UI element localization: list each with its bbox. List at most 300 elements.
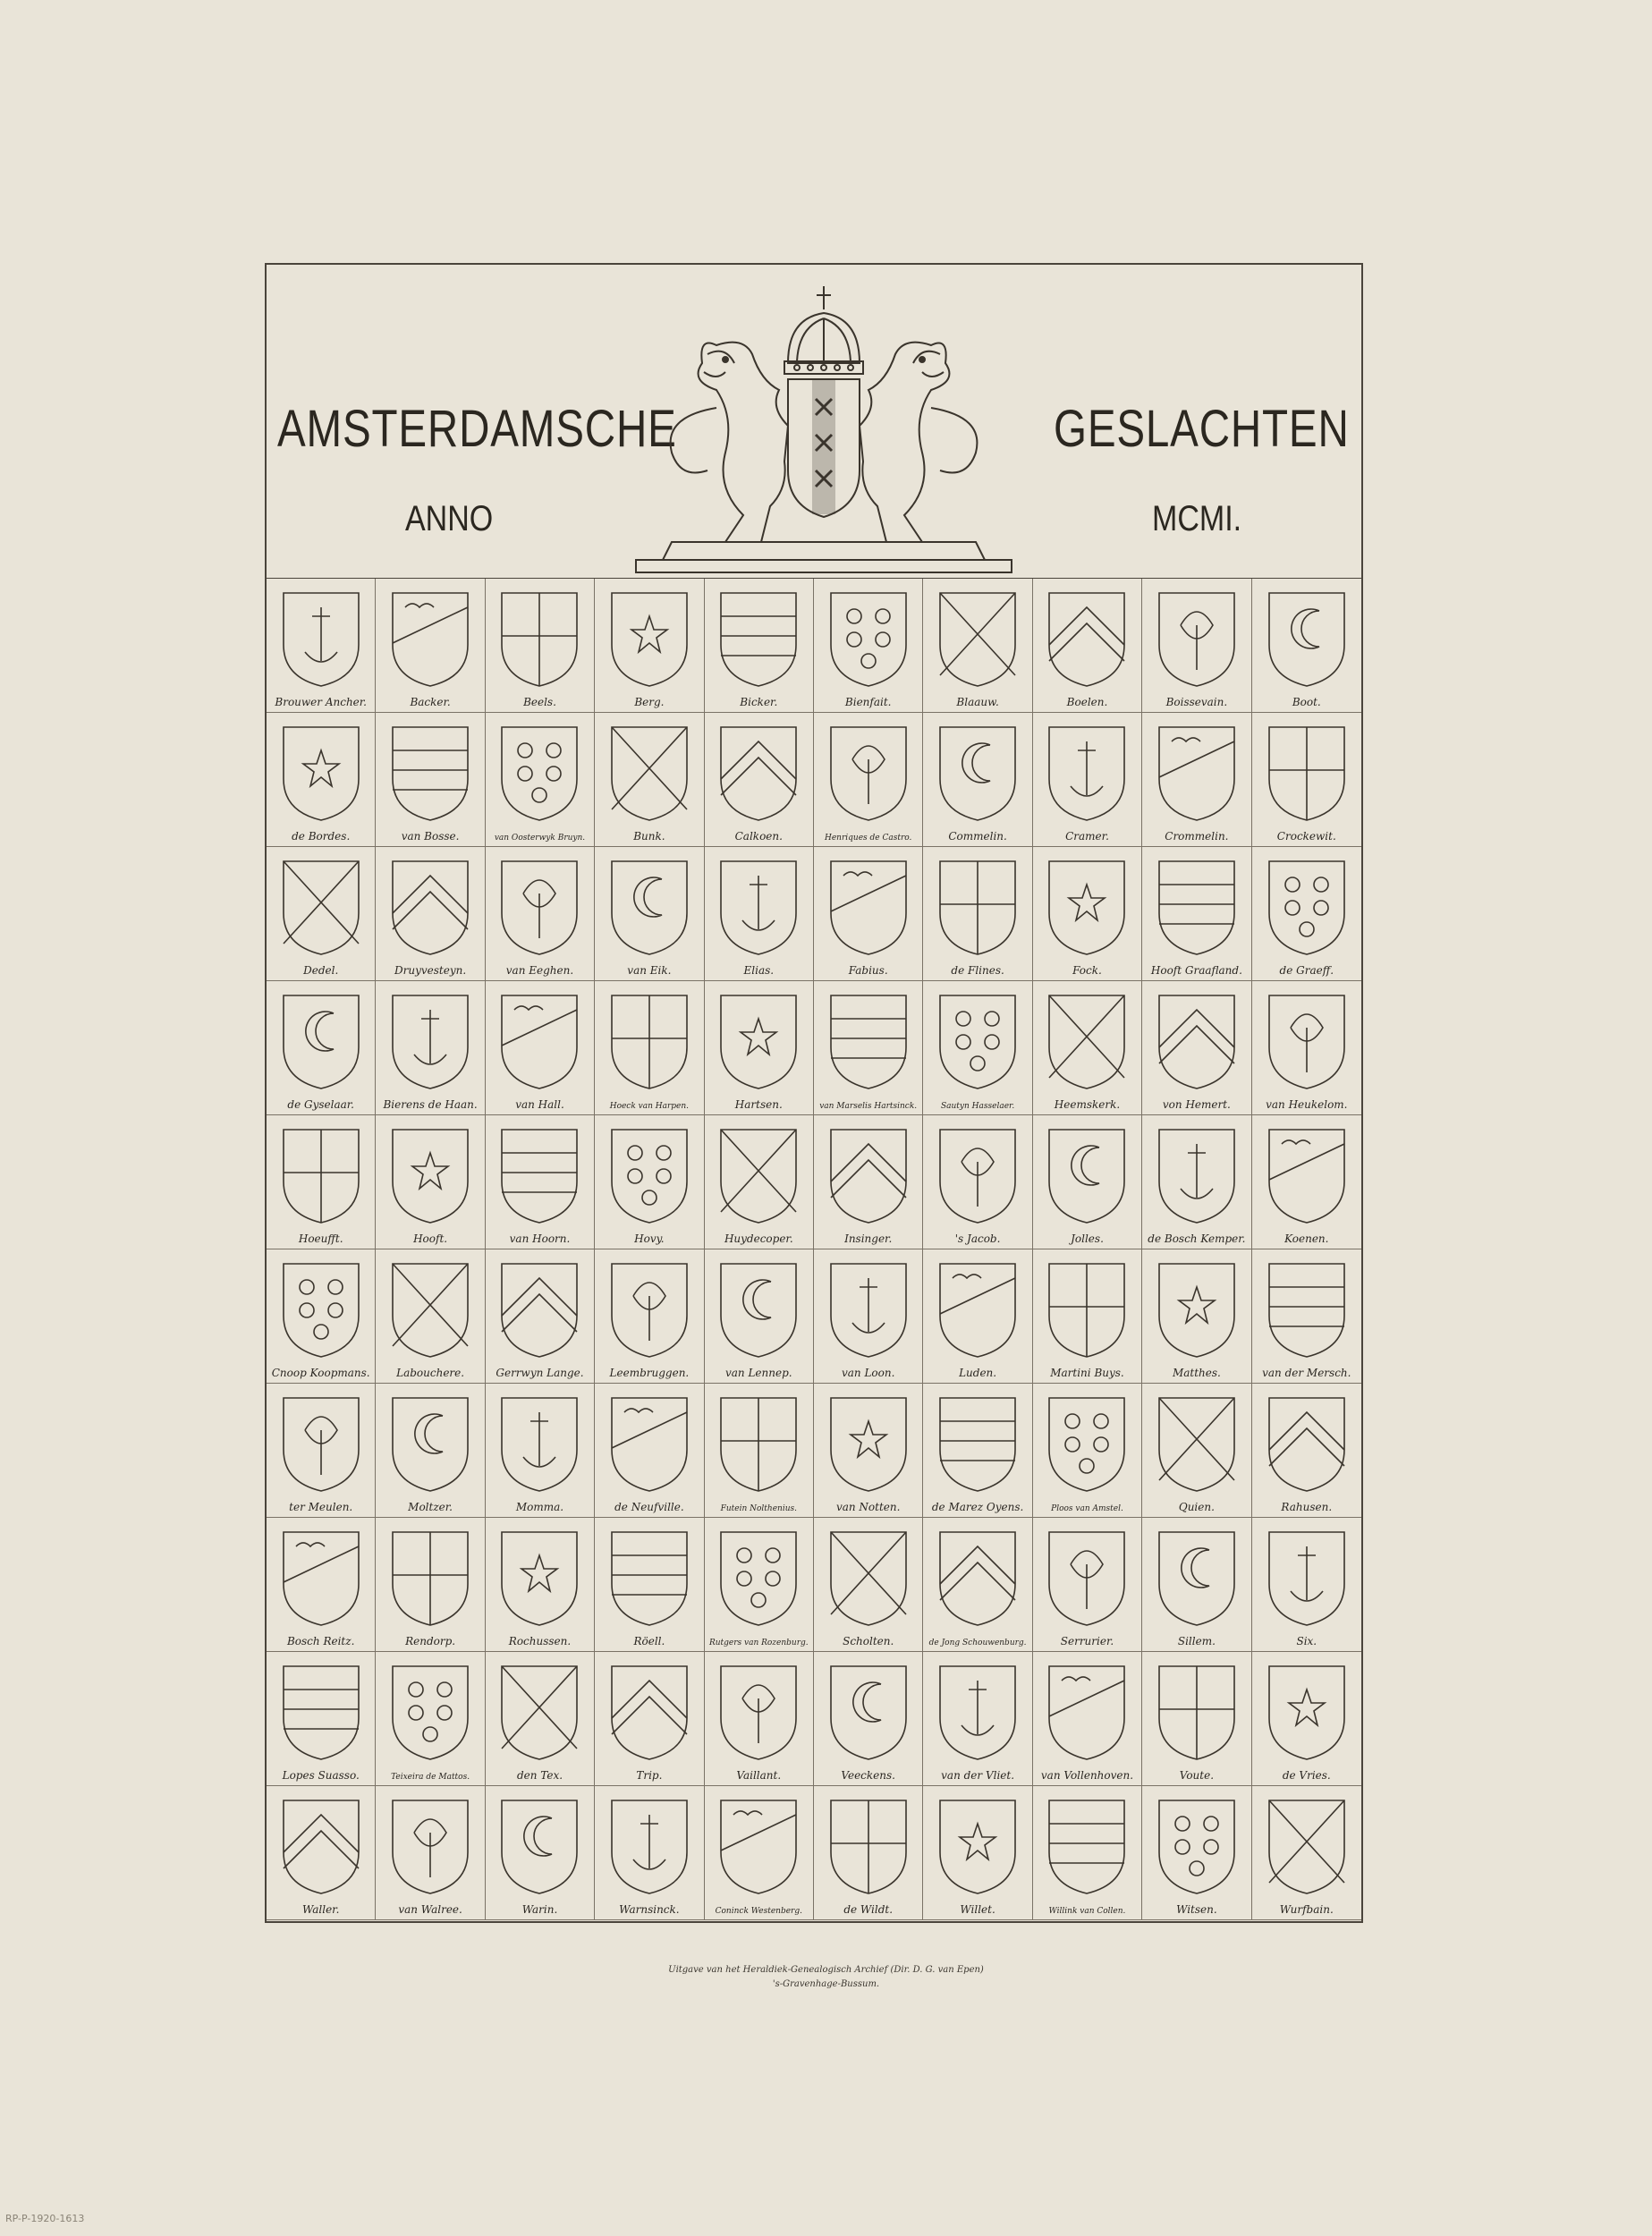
heraldic-shield-icon: [496, 1394, 582, 1495]
coat-of-arms-cell: [376, 1115, 485, 1249]
family-name-label: Hooft Graafland.: [1150, 964, 1242, 977]
heraldic-shield-icon: [716, 724, 801, 824]
family-name-label: Matthes.: [1172, 1367, 1221, 1379]
heraldic-shield-icon: [1264, 1663, 1350, 1763]
family-name-label: Bosch Reitz.: [286, 1635, 355, 1647]
coat-of-arms-cell: [923, 1786, 1032, 1920]
heraldic-shield-icon: [935, 1260, 1021, 1360]
heraldic-shield-icon: [496, 1529, 582, 1629]
heraldic-shield-icon: [826, 858, 911, 958]
coat-of-arms-cell: [267, 981, 376, 1115]
coat-of-arms-cell: [814, 1115, 923, 1249]
family-name-label: van Oosterwyk Bruyn.: [494, 834, 586, 843]
family-name-label: Momma.: [515, 1501, 564, 1513]
coat-of-arms-cell: [595, 1249, 704, 1384]
family-name-label: van der Mersch.: [1262, 1367, 1351, 1379]
family-name-label: van Hoorn.: [509, 1232, 571, 1245]
coat-of-arms-cell: [923, 1652, 1032, 1786]
heraldic-shield-icon: [826, 589, 911, 690]
family-name-label: Bierens de Haan.: [383, 1098, 478, 1111]
heraldic-shield-icon: [1154, 589, 1240, 690]
heraldic-shield-icon: [387, 1529, 473, 1629]
family-name-label: Veeckens.: [841, 1769, 895, 1782]
coat-of-arms-cell: [705, 981, 814, 1115]
heraldic-shield-icon: [826, 1529, 911, 1629]
family-name-label: Willink van Collen.: [1048, 1907, 1126, 1916]
heraldic-shield-icon: [387, 1260, 473, 1360]
family-name-label: de Neufville.: [614, 1501, 684, 1513]
family-name-label: ter Meulen.: [289, 1501, 353, 1513]
family-name-label: van Hall.: [515, 1098, 564, 1111]
coat-of-arms-cell: [486, 981, 595, 1115]
family-name-label: Berg.: [634, 696, 665, 708]
family-name-label: de Marez Oyens.: [931, 1501, 1024, 1513]
heraldic-shield-icon: [278, 1797, 364, 1897]
family-name-label: den Tex.: [516, 1769, 563, 1782]
heraldic-shield-icon: [496, 858, 582, 958]
family-name-label: Gerrwyn Lange.: [496, 1367, 584, 1379]
heraldic-shield-icon: [606, 1797, 692, 1897]
year-label: MCMI.: [1152, 499, 1242, 538]
coat-of-arms-cell: [1142, 1115, 1251, 1249]
heraldic-shield-icon: [387, 992, 473, 1092]
coat-of-arms-cell: [595, 1518, 704, 1652]
heraldic-shield-icon: [278, 1260, 364, 1360]
coat-of-arms-cell: [1033, 981, 1142, 1115]
coat-of-arms-cell: [705, 847, 814, 981]
coat-of-arms-cell: [486, 1115, 595, 1249]
coat-of-arms-cell: [486, 1652, 595, 1786]
heraldic-shield-icon: [716, 1663, 801, 1763]
heraldic-shield-icon: [1044, 589, 1130, 690]
heraldic-shield-icon: [387, 724, 473, 824]
family-name-label: Boissevain.: [1165, 696, 1228, 708]
heraldic-shield-icon: [1154, 1529, 1240, 1629]
family-name-label: Scholten.: [843, 1635, 894, 1647]
heraldic-shield-icon: [278, 1394, 364, 1495]
coat-of-arms-cell: [595, 1384, 704, 1518]
family-name-label: Crockewit.: [1276, 830, 1336, 843]
coat-of-arms-cell: [923, 1249, 1032, 1384]
heraldic-shield-icon: [716, 1394, 801, 1495]
heraldic-shield-icon: [826, 1394, 911, 1495]
publisher-place: 's-Gravenhage-Bussum.: [772, 1979, 880, 1989]
heraldic-shield-icon: [716, 1126, 801, 1226]
heraldic-shield-icon: [716, 1260, 801, 1360]
coat-of-arms-cell: [1252, 847, 1361, 981]
family-name-label: Bicker.: [740, 696, 778, 708]
heraldic-shield-icon: [1264, 1394, 1350, 1495]
coat-of-arms-cell: [595, 847, 704, 981]
heraldic-shield-icon: [278, 1126, 364, 1226]
heraldic-shield-icon: [1044, 992, 1130, 1092]
heraldic-shield-icon: [606, 1260, 692, 1360]
coat-of-arms-cell: [376, 1518, 485, 1652]
family-name-label: Bienfait.: [844, 696, 892, 708]
coat-of-arms-cell: [267, 1518, 376, 1652]
coat-of-arms-cell: [1142, 1518, 1251, 1652]
heraldic-shield-icon: [716, 1529, 801, 1629]
heraldic-shield-icon: [1264, 724, 1350, 824]
family-name-label: Trip.: [636, 1769, 663, 1782]
coat-of-arms-cell: [814, 847, 923, 981]
family-name-label: von Hemert.: [1162, 1098, 1231, 1111]
coat-of-arms-cell: [923, 1518, 1032, 1652]
coat-of-arms-cell: [376, 713, 485, 847]
border-frame: [265, 263, 1363, 1923]
heraldic-shield-icon: [1154, 1663, 1240, 1763]
family-name-label: van Heukelom.: [1266, 1098, 1348, 1111]
coat-of-arms-cell: [1033, 1249, 1142, 1384]
heraldic-shield-icon: [387, 1663, 473, 1763]
family-name-label: van Lennep.: [724, 1367, 792, 1379]
coat-of-arms-cell: [1033, 1384, 1142, 1518]
coat-of-arms-cell: [1033, 847, 1142, 981]
coat-of-arms-cell: [923, 981, 1032, 1115]
coat-of-arms-cell: [923, 847, 1032, 981]
heraldic-shield-icon: [606, 1394, 692, 1495]
coat-of-arms-cell: [1252, 1518, 1361, 1652]
coat-of-arms-cell: [376, 1384, 485, 1518]
coat-of-arms-cell: [267, 713, 376, 847]
heraldic-shield-icon: [278, 1663, 364, 1763]
heraldic-shield-icon: [606, 724, 692, 824]
family-name-label: Beels.: [523, 696, 556, 708]
heraldic-shield-icon: [935, 589, 1021, 690]
heraldic-shield-icon: [1044, 724, 1130, 824]
heraldic-shield-icon: [826, 724, 911, 824]
heraldic-shield-icon: [1264, 1260, 1350, 1360]
coat-of-arms-cell: [814, 1518, 923, 1652]
title-left: AMSTERDAMSCHE: [277, 400, 677, 458]
heraldic-shield-icon: [826, 1663, 911, 1763]
heraldic-shield-icon: [935, 1126, 1021, 1226]
coat-of-arms-cell: [595, 1652, 704, 1786]
heraldic-shield-icon: [1154, 992, 1240, 1092]
heraldic-shield-icon: [1264, 1529, 1350, 1629]
anno-label: ANNO: [405, 499, 494, 538]
coat-of-arms-cell: [814, 713, 923, 847]
heraldic-shield-icon: [1264, 992, 1350, 1092]
coat-of-arms-cell: [267, 579, 376, 713]
heraldic-shield-icon: [1264, 858, 1350, 958]
publisher-line: Uitgave van het Heraldiek-Genealogisch Archief (Dir. D. G. van Epen): [668, 1965, 984, 1975]
family-name-label: de Bordes.: [292, 830, 351, 843]
catalog-number: RP-P-1920-1613: [5, 2213, 85, 2224]
coat-of-arms-cell: [923, 1115, 1032, 1249]
heraldic-shield-icon: [496, 1797, 582, 1897]
family-name-label: Backer.: [410, 696, 451, 708]
heraldic-shield-icon: [1044, 1260, 1130, 1360]
family-name-label: Hooft.: [413, 1232, 448, 1245]
family-name-label: Rahusen.: [1281, 1501, 1333, 1513]
coat-of-arms-cell: [705, 1518, 814, 1652]
coat-of-arms-cell: [705, 579, 814, 713]
family-name-label: Teixeira de Mattos.: [391, 1773, 470, 1782]
coat-of-arms-cell: [923, 713, 1032, 847]
coat-of-arms-cell: [1142, 1384, 1251, 1518]
coat-of-arms-cell: [267, 847, 376, 981]
heraldic-shield-icon: [1154, 1126, 1240, 1226]
family-name-label: Commelin.: [948, 830, 1007, 843]
family-name-label: Rochussen.: [508, 1635, 572, 1647]
heraldic-shield-icon: [606, 1663, 692, 1763]
family-name-label: Six.: [1296, 1635, 1317, 1647]
coat-of-arms-cell: [1252, 1384, 1361, 1518]
heraldic-shield-icon: [606, 1126, 692, 1226]
heraldic-shield-icon: [387, 1394, 473, 1495]
heraldic-shield-icon: [278, 724, 364, 824]
heraldic-shield-icon: [716, 1797, 801, 1897]
heraldic-shield-icon: [496, 724, 582, 824]
title-right: GESLACHTEN: [1054, 400, 1350, 458]
family-name-label: Jolles.: [1071, 1232, 1104, 1245]
coat-of-arms-cell: [486, 1518, 595, 1652]
family-name-label: Fock.: [1072, 964, 1102, 977]
coat-of-arms-cell: [814, 1384, 923, 1518]
coat-of-arms-cell: [376, 1249, 485, 1384]
family-name-label: van Loon.: [841, 1367, 895, 1379]
family-name-label: Druyvesteyn.: [394, 964, 467, 977]
coat-of-arms-cell: [595, 1115, 704, 1249]
coat-of-arms-cell: [814, 579, 923, 713]
coat-of-arms-cell: [1033, 713, 1142, 847]
family-name-label: Bunk.: [633, 830, 665, 843]
heraldic-shield-icon: [278, 992, 364, 1092]
coat-of-arms-cell: [486, 847, 595, 981]
family-name-label: van Eeghen.: [505, 964, 574, 977]
publisher-footer: [0, 1963, 1652, 1992]
family-name-label: Cramer.: [1065, 830, 1109, 843]
coat-of-arms-cell: [1142, 1786, 1251, 1920]
family-name-label: Hovy.: [634, 1232, 665, 1245]
coat-of-arms-cell: [1033, 579, 1142, 713]
coat-of-arms-cell: [1033, 1786, 1142, 1920]
family-name-label: 's Jacob.: [954, 1232, 1001, 1245]
coat-of-arms-cell: [486, 713, 595, 847]
family-name-label: Rendorp.: [405, 1635, 456, 1647]
heraldic-shield-icon: [935, 858, 1021, 958]
heraldic-shield-icon: [1044, 1797, 1130, 1897]
family-name-label: de Vries.: [1282, 1769, 1331, 1782]
heraldic-shield-icon: [278, 589, 364, 690]
coat-of-arms-cell: [705, 1249, 814, 1384]
family-name-label: Elias.: [743, 964, 775, 977]
coat-of-arms-cell: [705, 1384, 814, 1518]
family-name-label: Heemskerk.: [1054, 1098, 1121, 1111]
family-name-label: Blaauw.: [956, 696, 999, 708]
family-name-label: de Jong Schouwenburg.: [928, 1639, 1027, 1647]
family-name-label: Waller.: [301, 1903, 340, 1916]
heraldic-shield-icon: [496, 1663, 582, 1763]
coat-of-arms-cell: [595, 713, 704, 847]
family-name-label: Coninck Westenberg.: [715, 1907, 802, 1916]
coat-of-arms-cell: [1033, 1115, 1142, 1249]
family-name-label: Hoeufft.: [298, 1232, 343, 1245]
heraldic-shield-icon: [387, 1797, 473, 1897]
family-name-label: Cnoop Koopmans.: [271, 1367, 370, 1379]
coat-of-arms-cell: [814, 1249, 923, 1384]
family-name-label: Sautyn Hasselaer.: [940, 1102, 1015, 1111]
family-name-label: Vaillant.: [736, 1769, 782, 1782]
heraldic-shield-icon: [826, 992, 911, 1092]
coat-of-arms-cell: [705, 1786, 814, 1920]
coat-of-arms-cell: [1252, 1786, 1361, 1920]
coat-of-arms-cell: [376, 1652, 485, 1786]
heraldic-shield-icon: [1154, 1260, 1240, 1360]
family-name-label: Voute.: [1179, 1769, 1215, 1782]
heraldic-shield-icon: [606, 589, 692, 690]
heraldic-shield-icon: [1044, 1663, 1130, 1763]
family-name-label: Moltzer.: [408, 1501, 453, 1513]
coat-of-arms-cell: [1252, 1249, 1361, 1384]
coat-of-arms-cell: [595, 981, 704, 1115]
heraldic-shield-icon: [935, 1797, 1021, 1897]
heraldic-shield-icon: [1154, 1394, 1240, 1495]
family-name-label: Serrurier.: [1060, 1635, 1114, 1647]
heraldic-shield-icon: [1044, 1529, 1130, 1629]
family-name-label: Quien.: [1178, 1501, 1215, 1513]
heraldic-shield-icon: [387, 589, 473, 690]
coat-of-arms-cell: [705, 1652, 814, 1786]
coat-of-arms-cell: [1142, 713, 1251, 847]
coat-of-arms-cell: [267, 1115, 376, 1249]
coat-of-arms-cell: [1033, 1518, 1142, 1652]
family-name-label: Fabius.: [848, 964, 888, 977]
family-name-label: de Gyselaar.: [287, 1098, 354, 1111]
family-name-label: de Bosch Kemper.: [1148, 1232, 1246, 1245]
heraldic-shield-icon: [935, 1394, 1021, 1495]
coat-of-arms-cell: [705, 1115, 814, 1249]
family-name-label: Rutgers van Rozenburg.: [708, 1639, 809, 1647]
coat-of-arms-cell: [595, 1786, 704, 1920]
family-name-label: Röell.: [633, 1635, 665, 1647]
heraldic-shield-icon: [1154, 1797, 1240, 1897]
coat-of-arms-cell: [1142, 981, 1251, 1115]
family-name-label: Crommelin.: [1165, 830, 1229, 843]
coat-of-arms-cell: [705, 713, 814, 847]
family-name-label: Boot.: [1292, 696, 1321, 708]
coat-of-arms-cell: [1142, 1249, 1251, 1384]
family-name-label: Ploos van Amstel.: [1051, 1504, 1123, 1513]
family-name-label: Hoeck van Harpen.: [609, 1102, 690, 1111]
family-name-label: van Notten.: [835, 1501, 901, 1513]
heraldic-shield-icon: [826, 1126, 911, 1226]
coats-of-arms-grid: [267, 578, 1361, 1920]
coat-of-arms-cell: [376, 1786, 485, 1920]
family-name-label: Calkoen.: [734, 830, 783, 843]
amsterdam-coat-of-arms-icon: [609, 283, 1038, 587]
heraldic-shield-icon: [1044, 1126, 1130, 1226]
family-name-label: Dedel.: [303, 964, 339, 977]
family-name-label: van Vollenhoven.: [1040, 1769, 1134, 1782]
family-name-label: Brouwer Ancher.: [275, 696, 367, 708]
family-name-label: Willet.: [960, 1903, 995, 1916]
coat-of-arms-cell: [376, 847, 485, 981]
heraldic-shield-icon: [278, 1529, 364, 1629]
family-name-label: Martini Buys.: [1050, 1367, 1124, 1379]
family-name-label: van Marselis Hartsinck.: [819, 1102, 918, 1111]
family-name-label: Warin.: [521, 1903, 558, 1916]
coat-of-arms-cell: [1252, 981, 1361, 1115]
heraldic-shield-icon: [606, 1529, 692, 1629]
heraldic-shield-icon: [1264, 1126, 1350, 1226]
coat-of-arms-cell: [923, 579, 1032, 713]
family-name-label: Hartsen.: [734, 1098, 783, 1111]
heraldic-shield-icon: [716, 589, 801, 690]
coat-of-arms-cell: [1142, 1652, 1251, 1786]
heraldic-shield-icon: [1264, 1797, 1350, 1897]
family-name-label: Witsen.: [1176, 1903, 1217, 1916]
coat-of-arms-cell: [1033, 1652, 1142, 1786]
family-name-label: Henriques de Castro.: [825, 834, 912, 843]
family-name-label: Sillem.: [1177, 1635, 1216, 1647]
family-name-label: Boelen.: [1066, 696, 1108, 708]
coat-of-arms-cell: [486, 1249, 595, 1384]
coat-of-arms-cell: [814, 1786, 923, 1920]
coat-of-arms-cell: [267, 1249, 376, 1384]
family-name-label: Insinger.: [844, 1232, 893, 1245]
heraldic-shield-icon: [935, 1529, 1021, 1629]
coat-of-arms-cell: [923, 1384, 1032, 1518]
family-name-label: Wurfbain.: [1279, 1903, 1334, 1916]
header: [267, 265, 1361, 580]
heraldic-shield-icon: [496, 1126, 582, 1226]
family-name-label: Lopes Suasso.: [282, 1769, 360, 1782]
heraldic-shield-icon: [1044, 858, 1130, 958]
heraldic-shield-icon: [606, 992, 692, 1092]
heraldic-shield-icon: [496, 1260, 582, 1360]
coat-of-arms-cell: [486, 1384, 595, 1518]
family-name-label: de Wildt.: [843, 1903, 894, 1916]
coat-of-arms-cell: [814, 981, 923, 1115]
heraldic-shield-icon: [1154, 724, 1240, 824]
coat-of-arms-cell: [267, 1652, 376, 1786]
heraldic-shield-icon: [935, 1663, 1021, 1763]
family-name-label: van Bosse.: [401, 830, 460, 843]
family-name-label: Luden.: [959, 1367, 997, 1379]
coat-of-arms-cell: [1252, 1115, 1361, 1249]
coat-of-arms-cell: [486, 1786, 595, 1920]
coat-of-arms-cell: [1252, 713, 1361, 847]
heraldic-shield-icon: [496, 589, 582, 690]
family-name-label: de Graeff.: [1279, 964, 1334, 977]
family-name-label: van Walree.: [398, 1903, 462, 1916]
heraldic-shield-icon: [278, 858, 364, 958]
family-name-label: Leembruggen.: [609, 1367, 690, 1379]
coat-of-arms-cell: [1142, 579, 1251, 713]
heraldic-shield-icon: [496, 992, 582, 1092]
heraldic-shield-icon: [826, 1260, 911, 1360]
heraldic-shield-icon: [606, 858, 692, 958]
coat-of-arms-cell: [267, 1384, 376, 1518]
heraldic-shield-icon: [387, 858, 473, 958]
family-name-label: de Flines.: [951, 964, 1004, 977]
heraldic-shield-icon: [935, 992, 1021, 1092]
family-name-label: Labouchere.: [396, 1367, 465, 1379]
coat-of-arms-cell: [1252, 1652, 1361, 1786]
coat-of-arms-cell: [595, 579, 704, 713]
heraldic-shield-icon: [935, 724, 1021, 824]
family-name-label: Futein Nolthenius.: [720, 1504, 797, 1513]
heraldic-shield-icon: [1044, 1394, 1130, 1495]
coat-of-arms-cell: [267, 1786, 376, 1920]
family-name-label: Huydecoper.: [724, 1232, 793, 1245]
family-name-label: Koenen.: [1284, 1232, 1329, 1245]
heraldic-shield-icon: [716, 858, 801, 958]
family-name-label: Warnsinck.: [619, 1903, 680, 1916]
family-name-label: van der Vliet.: [941, 1769, 1015, 1782]
